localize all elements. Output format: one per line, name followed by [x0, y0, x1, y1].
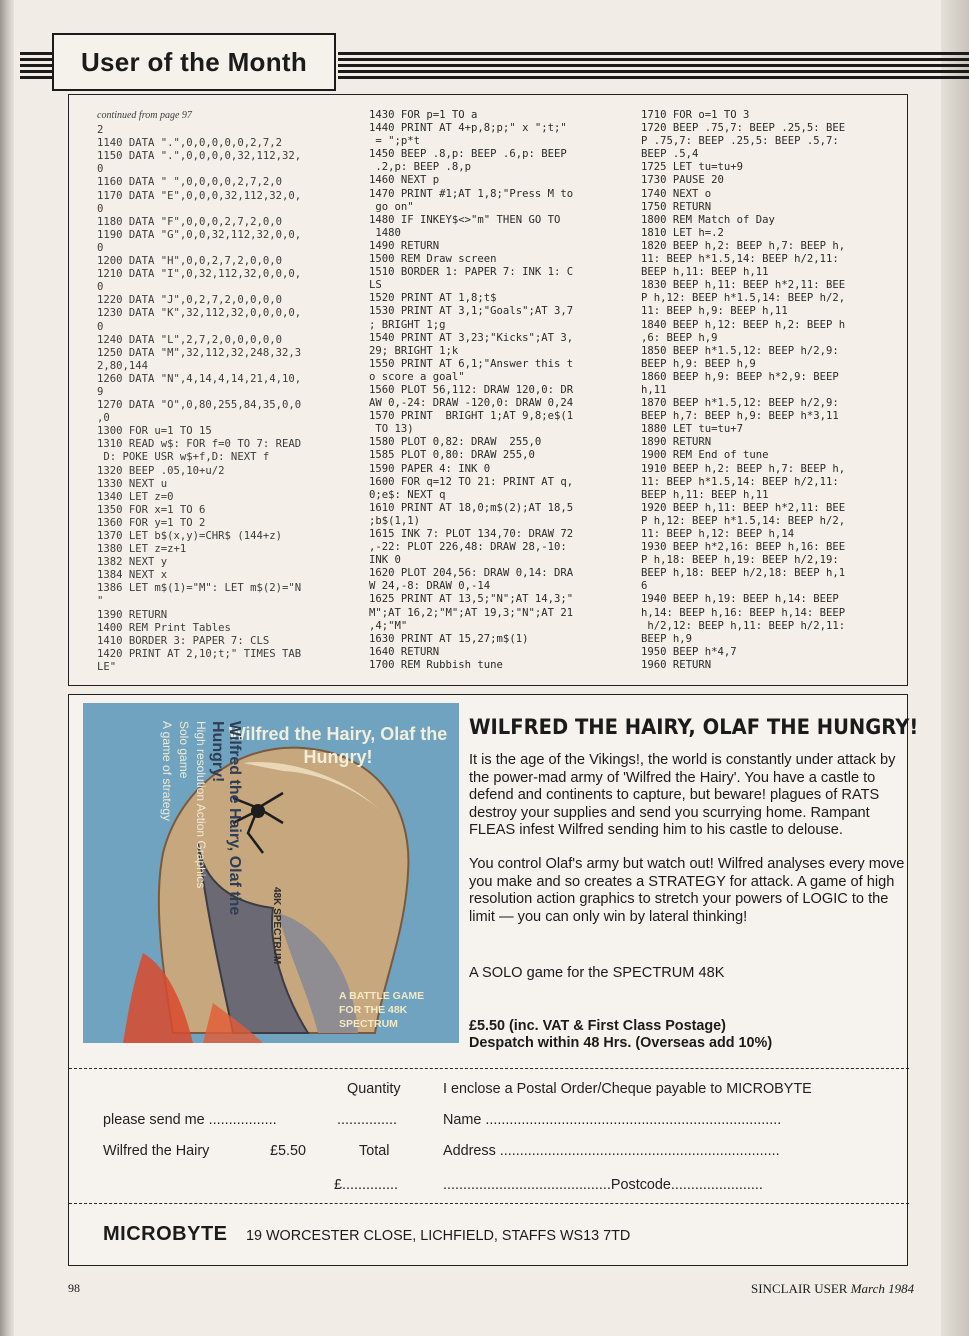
page-number: 98 — [68, 1281, 80, 1295]
quantity-field[interactable]: ............... — [337, 1112, 397, 1128]
magazine-name: SINCLAIR USER — [751, 1281, 848, 1296]
enclose-text: I enclose a Postal Order/Cheque payable to MICROBYTE — [443, 1081, 812, 1097]
cover-side-line-2: High resolution Action Graphics — [194, 721, 208, 889]
ad-solo-line: A SOLO game for the SPECTRUM 48K — [469, 965, 725, 981]
item-name: Wilfred the Hairy — [103, 1143, 210, 1159]
cover-spine-text: 48K SPECTRUM — [271, 887, 282, 965]
send-me-field[interactable]: please send me ................. — [103, 1112, 277, 1128]
page-right-edge — [941, 0, 969, 1336]
listing-code-1: 2 1140 DATA ".",0,0,0,0,0,2,7,2 1150 DATA ".",0,0,0,0,32,112,32, 0 1160 DATA " ",0,0,0,0,2,7,2,0 1170 DATA "E",0,0,0,32,112,32,0, 0 1180 DATA "F",0,0,0,2,7,2,0,0 1190 DATA "G",0,0,32,112,32,0,0, 0 1200 DATA "H",0,0,2,7,2,0,0,0 1210 DATA "I",0,32,112,32,0,0,0, 0 1220 DATA "J",0,2,7,2,0,0,0,0 1230 DATA "K",32,112,32,0,0,0,0, 0 1240 DATA "L",2,7,2,0,0,0,0,0 1250 DATA "M",32,112,32,248,32,3 2,80,144 1260 DATA "N",4,14,4,14,21,4,10, 9 1270 DATA "O",0,80,255,84,35,0,0 ,0 1300 FOR u=1 TO 15 1310 READ w$: FOR f=0 TO 7: READ D: POKE USR w$+f,D: NEXT f 1320 BEEP .05,10+u/2 1330 NEXT u 1340 LET z=0 1350 FOR x=1 TO 6 1360 FOR y=1 TO 2 1370 LET b$(x,y)=CHR$ (144+z) 1380 LET z=z+1 1382 NEXT y 1384 NEXT x 1386 LET m$(1)="M": LET m$(2)="N " 1390 RETURN 1400 REM Print Tables 1410 BORDER 3: PAPER 7: CLS 1420 PRINT AT 2,10;t;" TIMES TAB LE" — [97, 124, 302, 673]
total-amount-field[interactable]: £.............. — [334, 1177, 398, 1193]
listing-column-2: 1430 FOR p=1 TO a 1440 PRINT AT 4+p,8;p;" x ";t;" = ";p*t 1450 BEEP .8,p: BEEP .6,p: BEEP .2,p: BEEP .8,p 1460 NEXT p 1470 PRINT #1;AT 1,8;"Press M to go on" 1480 IF INKEY$<>"m" THEN GO TO 1480 1490 RETURN 1500 REM Draw screen 1510 BORDER 1: PAPER 7: INK 1: C LS 1520 PRINT AT 1,8;t$ 1530 PRINT AT 3,1;"Goals";AT 3,7 ; BRIGHT 1;g 1540 PRINT AT 3,23;"Kicks";AT 3, 29; BRIGHT 1;k 1550 PRINT AT 6,1;"Answer this t o score a goal" 1560 PLOT 56,112: DRAW 120,0: DR AW 0,-24: DRAW -120,0: DRAW 0,24 1570 PRINT BRIGHT 1;AT 9,8;e$(1 TO 13) 1580 PLOT 0,82: DRAW 255,0 1585 PLOT 0,80: DRAW 255,0 1590 PAPER 4: INK 0 1600 FOR q=12 TO 21: PRINT AT q, 0;e$: NEXT q 1610 PRINT AT 18,0;m$(2);AT 18,5 ;b$(1,1) 1615 INK 7: PLOT 134,70: DRAW 72 ,-22: PLOT 226,48: DRAW 28,-10: INK 0 1620 PLOT 204,56: DRAW 0,14: DRA W 24,-8: DRAW 0,-14 1625 PRINT AT 13,5;"N";AT 14,3;" M";AT 16,2;"M";AT 19,3;"N";AT 21 ,4;"M" 1630 PRINT AT 15,27;m$(1) 1640 RETURN 1700 REM Rubbish tune — [369, 109, 574, 671]
total-label: Total — [359, 1143, 390, 1159]
price-line-2: Despatch within 48 Hrs. (Overseas add 10%) — [469, 1035, 773, 1051]
continued-note: continued from page 97 — [97, 110, 192, 121]
postcode-field[interactable]: ..........................................Postcode....................... — [443, 1177, 763, 1193]
header-stripes-right — [338, 52, 969, 82]
cover-side-line-3: Solo game — [177, 721, 191, 779]
item-price: £5.50 — [270, 1143, 307, 1159]
publisher-address: 19 WORCESTER CLOSE, LICHFIELD, STAFFS WS13 7TD — [245, 1228, 631, 1244]
page-binding-edge — [0, 0, 14, 1336]
coupon-cut-line-bottom — [69, 1203, 909, 1204]
listing-column-1 — [97, 109, 362, 674]
program-listing — [68, 94, 908, 686]
footer-credit — [751, 1281, 914, 1297]
ad-paragraph-2: You control Olaf's army but watch out! Wilfred analyses every move you make and so creates a STRATEGY for attack. A game of high resolution action graphics to stretch your powers of LOGIC to the limit — you can only win by lateral thinking! — [469, 856, 905, 925]
cover-badge: A BATTLE GAME FOR THE 48K SPECTRUM — [339, 990, 425, 1030]
address-field[interactable]: Address ...................................................................... — [443, 1143, 780, 1159]
section-title-box — [52, 33, 336, 91]
advertisement — [68, 694, 919, 1266]
game-cover-art — [83, 703, 459, 1043]
section-title: User of the Month — [80, 46, 308, 77]
listing-column-3: 1710 FOR o=1 TO 3 1720 BEEP .75,7: BEEP .25,5: BEE P .75,7: BEEP .25,5: BEEP .5,7: BEEP .5,4 1725 LET tu=tu+9 1730 PAUSE 20 1740 NEXT o 1750 RETURN 1800 REM Match of Day 1810 LET h=.2 1820 BEEP h,2: BEEP h,7: BEEP h, 11: BEEP h*1.5,14: BEEP h/2,11: BEEP h,11: BEEP h,11 1830 BEEP h,11: BEEP h*2,11: BEE P h,12: BEEP h*1.5,14: BEEP h/2, 11: BEEP h,9: BEEP h,11 1840 BEEP h,12: BEEP h,2: BEEP h ,6: BEEP h,9 1850 BEEP h*1.5,12: BEEP h/2,9: BEEP h,9: BEEP h,9 1860 BEEP h,9: BEEP h*2,9: BEEP h,11 1870 BEEP h*1.5,12: BEEP h/2,9: BEEP h,7: BEEP h,9: BEEP h*3,11 1880 LET tu=tu+7 1890 RETURN 1900 REM End of tune 1910 BEEP h,2: BEEP h,7: BEEP h, 11: BEEP h*1.5,14: BEEP h/2,11: BEEP h,11: BEEP h,11 1920 BEEP h,11: BEEP h*2,11: BEE P h,12: BEEP h*1.5,14: BEEP h/2, 11: BEEP h,12: BEEP h,14 1930 BEEP h*2,16: BEEP h,16: BEE P h,18: BEEP h,19: BEEP h/2,19: BEEP h,18: BEEP h/2,18: BEEP h,1 6 1940 BEEP h,19: BEEP h,14: BEEP h,14: BEEP h,16: BEEP h,14: BEEP h/2,12: BEEP h,11: BEEP h/2,11: BEEP h,9 1950 BEEP h*4,7 1960 RETURN — [641, 109, 846, 671]
ad-price — [469, 1018, 772, 1052]
cover-side-title: Wilfred the Hairy, Olaf the Hungry! — [209, 721, 243, 916]
quantity-label: Quantity — [347, 1081, 401, 1097]
cover-side-line-4: A game of strategy — [160, 721, 174, 822]
cover-title: Wilfred the Hairy, Olaf the Hungry! — [228, 724, 448, 767]
ad-paragraph-1: It is the age of the Vikings!, the world is constantly under attack by the power-mad army of 'Wilfred the Hairy'. You have a castle to defend and continents to capture, but beware! plagues of RATS destroy your supplies and send you scurrying home. Rampant FLEAS infest Wilfred sending him to his castle to delouse. — [469, 752, 896, 838]
publisher-name: MICROBYTE — [103, 1223, 228, 1245]
coupon-cut-line-top — [69, 1068, 909, 1069]
cover-side-text — [93, 721, 243, 941]
ad-headline: WILFRED THE HAIRY, OLAF THE HUNGRY! — [469, 715, 919, 739]
name-field[interactable]: Name .......................................................................... — [443, 1112, 782, 1128]
price-line-1: £5.50 (inc. VAT & First Class Postage) — [469, 1018, 726, 1034]
publisher-line — [103, 1223, 630, 1246]
issue-date: March 1984 — [850, 1281, 915, 1296]
header-stripes-left — [20, 52, 52, 82]
